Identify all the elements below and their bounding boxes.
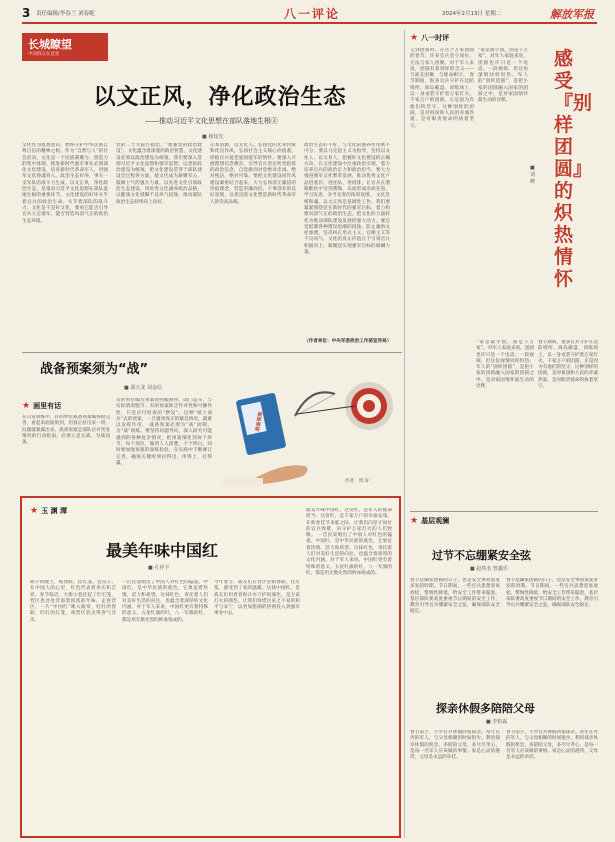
lead-subtitle: ——推动习近平文化思想在部队落地生根④	[145, 117, 278, 125]
mid-badge	[22, 401, 61, 411]
lead-paragraph-1: 文化作为思想意识，始终守护中华民族自尊自信的精神之根。作为“自然与人”的社会活动，文化是一个民族凝聚力、创造力的集中体现。推进新时代强军事业必须深化文化建设，培育新时代革命军人，用强军文化铸魂育人。政治生态好坏，事关一支军队的战斗力生成。以文正风，净化政治生态，是推动习近平文化思想在部队落地生根的重要环节。文化建设的好坏关乎着官兵的政治生命，关乎着部队的战斗力，文化是不是好文化，要看它能否引导官兵立志强军，能否营造风清气正的政治生态环境。	[22, 143, 108, 224]
right-bottom-paragraph-2: 春节前夕，不少官兵休假回家探亲。常年在外的军人，与父母相聚的时间很少。利用探亲休假的机会，多陪陪父母，多尽尽孝心，是每一名军人应该做的事情。家是心灵的港湾，父母是永远的牵挂。	[410, 730, 500, 761]
star-icon: ★	[22, 400, 31, 411]
lead-author-note: （作者单位：中央军委政治工作部宣传局）	[304, 339, 392, 344]
lead-paragraph-5: 文化是根和魂，以文正风是基础性工作。我们要紧紧围绕党在新时代的强军目标，着力构建风清气正的政治生态，把文化的力量转化为推动部队建设发展的强大动力。要自觉抵制各种错误思潮的侵蚀，防止庸俗文化渗透，坚决纠正形式主义、官僚主义等不良风气。文化的真正价值在于引领官兵积极向上，凝聚起实现强军目标的磅礴力量。	[304, 193, 390, 256]
featured-paragraph-1: 除夕的晚上，贴春联、挂灯笼、包饺子。在中国人的心里，红色代表着喜庆和吉祥。春节临近，大街小巷挂起了红灯笼，营区也处处洋溢着浓浓的年味。走进营区，一片“中国红”映入眼帘，红红的春联，红红的灯笼，将营区装点得喜气洋洋。	[30, 580, 116, 623]
cartoon-illustration	[215, 366, 403, 488]
right-bottom-badge-label: 基层观澜	[421, 517, 450, 525]
right-bottom-title-1: 过节不忘绷紧安全弦	[432, 549, 531, 562]
right-top-body-col4	[476, 340, 534, 490]
right-top-paragraph-2: 春节期间，很多官兵守护在边防哨所、海岛礁盘、训练场上，以一身戎装守护着万家灯火。千家万户的团圆，正是因为有他们的坚守。这种别样的团圆，是对祖国和人民的赤诚热爱，是对职责使命的执着坚守。	[410, 73, 474, 129]
star-icon: ★	[410, 515, 419, 526]
right-top-title: 感受『别样团圆』的炽热情怀	[554, 48, 593, 290]
featured-paragraph-4: 最美年味中国红。这份红，是军人的使命担当；这份红，是千家万户的幸福安康。在新春佳节来临之际，让我们向坚守岗位的官兵致敬，向守护万家灯火的人们致敬。	[306, 508, 392, 539]
right-top-paragraph-3b: “家是最小国，国是千万家”。对军人家庭来说，团圆也许只是一个电话、一段视频，但这份深情同样炽热。军人的“别样团圆”，是把小家的团圆融入国家的团圆之中，是对家国情怀最生动的诠释。	[476, 340, 534, 390]
mid-title: 战备预案须为“战”	[40, 362, 149, 377]
right-top-badge	[410, 33, 449, 43]
right-top-body-col1	[410, 48, 474, 328]
right-bottom-title-2: 探亲休假多陪陪父母	[436, 702, 535, 715]
lower-right-divider	[404, 500, 405, 838]
featured-body-col4	[306, 508, 392, 828]
right-top-body-col3	[538, 340, 598, 490]
lead-body-col4	[304, 143, 390, 333]
page-editors: 责任编辑/李春兰 刘春妮	[36, 11, 95, 17]
right-top-paragraph-3: “家是最小国，国是千万家”。对军人家庭来说，团圆也许只是一个电话、一段视频，但这份深情同样炽热。军人的“别样团圆”，是把小家的团圆融入国家的团圆之中，是对家国情怀最生动的诠释。	[478, 48, 528, 104]
section-title: 八一评论	[284, 7, 341, 21]
featured-body-col2	[122, 580, 208, 830]
right-bottom-badge	[410, 516, 449, 526]
right-top-paragraph-1: 又到团圆时。在这个万家团圆的春节，许多官兵坚守岗位、无法与家人团聚。对于军人来说，团圆有着别样的含义——与战友团聚、与使命相守。	[410, 48, 474, 79]
lead-body-col3	[210, 143, 296, 308]
right-top-paragraph-2b: 春节期间，很多官兵守护在边防哨所、海岛礁盘、训练场上，以一身戎装守护着万家灯火。千家万户的团圆，正是因为有他们的坚守。这种别样的团圆，是对祖国和人民的赤诚热爱，是对职责使命的执着坚守。	[538, 340, 598, 390]
paper-name: 解放军报	[550, 8, 594, 21]
right-top-byline: ■ 刘 峰	[530, 165, 536, 185]
lead-title: 以文正风，净化政治生态	[93, 85, 347, 110]
page-date: 2024年2月13日 星期二	[442, 11, 502, 17]
featured-paragraph-2: 一首民谣唱出了中国人对红色的偏爱。中国红，是中华民族的底色，它象征着热情、活力和希望。这抹红色，寄托着人们对美好生活的向往，也蕴含着深厚的文化内涵。对于军人来说，中国红更有着特殊的意义。五星红旗的红，八一军旗的红，都是用无数先烈的鲜血染成的。	[122, 580, 208, 623]
featured-badge-label: 玉 渊 潭	[41, 507, 67, 515]
right-bottom-body-2-col2	[506, 730, 598, 836]
right-bottom-body-2-col1	[410, 730, 500, 836]
right-top-badge-label: 八一时评	[421, 34, 450, 42]
mid-paragraph-3: 战备预案必须为“战”而制、为“战”而练。要坚持问题导向，深入研究可能遇到的各种复杂情况，把预案细化到每个环节、每个岗位，做到人人清楚、个个明白。同时要加强预案的演练检验，在实践中不断修订完善，确保关键时刻拉得出、用得上、打得赢。	[116, 423, 212, 466]
mid-badge-label: 画里有话	[33, 402, 62, 410]
featured-paragraph-2b: 一首民谣唱出了中国人对红色的偏爱。中国红，是中华民族的底色，它象征着热情、活力和希望。这抹红色，寄托着人们对美好生活的向往，也蕴含着深厚的文化内涵。对于军人来说，中国红更有着特殊的意义。五星红旗的红，八一军旗的红，都是用无数先烈的鲜血染成的。	[306, 533, 392, 576]
mid-byline: ■ 邵天龙 刘金信	[124, 385, 162, 391]
featured-badge	[30, 506, 67, 516]
mid-paragraph-2: 有的单位编写预案时照搬照抄、闭门造车，与实际情况脱节；有的预案缺乏针对性和可操作性，只是应付检查的“摆设”。这种“纸上谈兵”式的预案，一旦遇到真正的紧急情况，就难以发挥作用。	[116, 398, 212, 429]
column-divider	[404, 30, 405, 510]
featured-body-col3	[214, 580, 300, 830]
star-icon: ★	[30, 505, 39, 516]
mid-rule	[22, 352, 402, 353]
featured-box	[20, 496, 401, 838]
lead-body-col2	[116, 143, 202, 308]
mid-paragraph-1: 在日常训练中，有的单位战备预案编得很完善，看起来面面俱到，但真正拉出来一用，问题就暴露出来。战备预案是部队应对突发情况的行动指南，必须立足实战、为战而备。	[22, 415, 110, 446]
column-logo-main: 长城瞭望	[28, 38, 72, 51]
right-bottom-body-1-col2	[506, 578, 598, 688]
lead-body-col1	[22, 143, 108, 308]
right-bottom-body-1-col1	[410, 578, 500, 688]
right-bottom-paragraph-1b: 春节是阖家团圆的日子，也是安全事故易发多发的时期。节日期间，一些官兵思想容易放松，警惕性降低，给安全工作带来隐患。基层部队要高度重视节日期间的安全工作，教育引导官兵绷紧安全之弦，确保部队安全稳定。	[506, 578, 598, 609]
lead-paragraph-2: 党的二十大报告指出，“加强党的政治建设”。文化蕴含着深邃的政治智慧，文化建设必须以政治建设为统领。我们要深入贯彻习近平文化思想和强军思想，以党的政治建设为统领，把文化建设贯穿于部队建设全过程各方面，使文化成为凝聚军心、鼓舞士气的强大力量。以先进文化引领政治生态建设，用优秀文化涵养政治品格，以健康文化抵御不良风气侵蚀，推动部队政治生态持续向上向好。	[116, 143, 202, 205]
featured-byline: ■ 孔祥宇	[148, 565, 170, 571]
column-logo	[22, 33, 108, 61]
star-icon: ★	[410, 32, 419, 43]
header-rule	[22, 22, 597, 24]
featured-title: 最美年味中国红	[105, 541, 218, 560]
mid-body-col1	[22, 415, 110, 485]
right-bottom-byline-2: ■ 李柏霖	[486, 719, 508, 725]
page-number: 3	[22, 6, 31, 20]
cartoon-credit: 作者：周 涛	[345, 479, 369, 484]
featured-paragraph-3: 今年春节，战友们在营区里贴春联、挂灯笼，感受到了家的温暖。这抹中国红，是战友们用青春和汗水守护的颜色，是万家灯火的颜色。让我们珍惜这来之不易的和平与安宁，以更加饱满的热情投入到强军事业中去。	[214, 580, 300, 617]
cartoon-caption: 战备预案	[254, 411, 265, 432]
right-top-body-col2	[478, 48, 528, 328]
right-bottom-paragraph-2b: 春节前夕，不少官兵休假回家探亲。常年在外的军人，与父母相聚的时间很少。利用探亲休假的机会，多陪陪父母，多尽尽孝心，是每一名军人应该做的事情。家是心灵的港湾，父母是永远的牵挂。	[506, 730, 598, 761]
lead-paragraph-4: 政治生态好不好，与文化的涵养作用密不可分。要以马克思主义为指导，坚持以文化人、以文育人，把握好文化建设的正确方向，在文化建设中注重政治引领，着力培养官兵的政治定力和政治担当。要大力推进强军文化繁荣发展，推动优秀文化产品进基层、进连队、进班排，让官兵在潜移默化中受到熏陶，从而形成崇尚先进、学习先进、争当先进的浓厚氛围。	[304, 143, 390, 199]
column-logo-sub: 中国群众在此处	[28, 52, 60, 57]
featured-body-col1	[30, 580, 116, 830]
lead-paragraph-3: 正本清源，以文化人。弘扬党的光荣传统和优良作风，弘扬社会主义核心价值观，厚植官兵爱党爱国爱军的情怀。要深入开展理想信念教育，引导官兵坚定听党指挥的政治信念，自觉做到对党绝对忠诚、绝对纯洁、绝对可靠。要把文化建设同作风建设紧密结合起来，大力弘扬清正廉洁的价值理念，营造崇廉尚俭、干事创业的良好氛围，以优良的文化塑造新时代革命军人的崇高品格。	[210, 143, 296, 205]
right-bottom-paragraph-1: 春节是阖家团圆的日子，也是安全事故易发多发的时期。节日期间，一些官兵思想容易放松，警惕性降低，给安全工作带来隐患。基层部队要高度重视节日期间的安全工作，教育引导官兵绷紧安全之弦，确保部队安全稳定。	[410, 578, 500, 615]
right-bottom-byline-1: ■ 赵铁名 曾鑫乐	[470, 566, 508, 572]
right-bottom-rule	[410, 511, 598, 512]
cartoon	[215, 366, 403, 488]
lead-byline: ■ 杨知先	[202, 134, 224, 140]
mid-body-col2	[116, 398, 212, 486]
